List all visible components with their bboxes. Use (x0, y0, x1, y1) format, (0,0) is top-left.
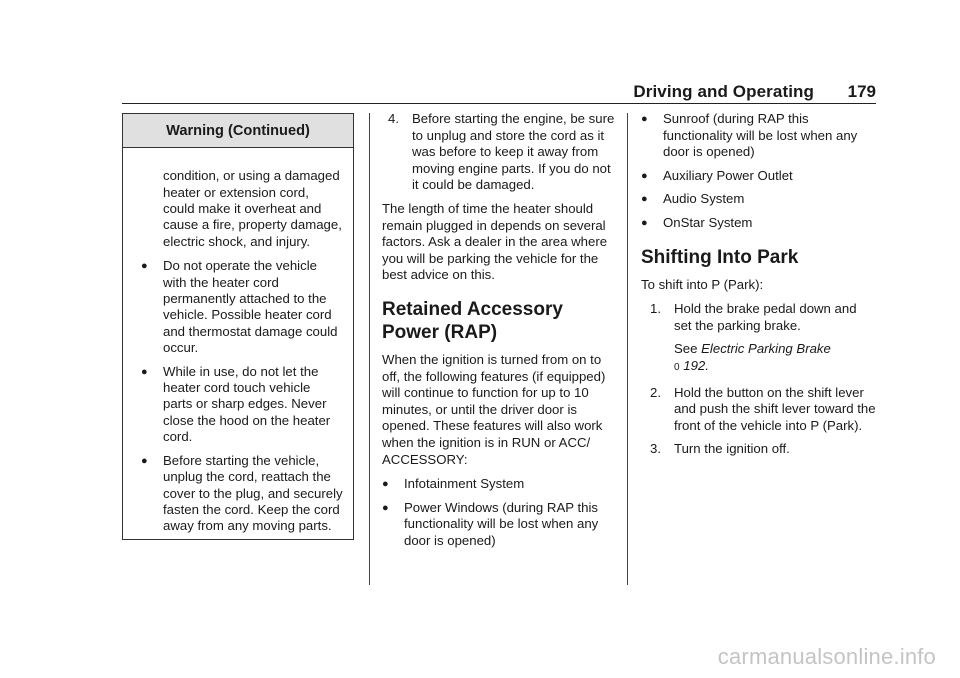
rap-feature-text: Auxiliary Power Outlet (663, 167, 793, 183)
park-intro: To shift into P (Park): (641, 276, 764, 292)
warning-box (122, 113, 354, 540)
rap-feature-text: OnStar System (663, 214, 753, 230)
rap-feature (641, 215, 877, 232)
column-middle (382, 111, 616, 556)
page-ref-icon: 0 (674, 361, 680, 373)
bullet-icon: ● (141, 365, 148, 378)
rap-feature (382, 476, 616, 493)
warning-title: Warning (Continued) (123, 114, 353, 148)
bullet-icon: ● (641, 113, 648, 125)
warning-bullet-text: While in use, do not let the heater cord touch vehicle parts or sharp edges. Never close the hood on the heater cord. (163, 363, 331, 445)
park-step-1 (641, 301, 877, 334)
rap-feature-text: Power Windows (during RAP this functionality will be lost when any door is opened) (404, 499, 599, 548)
step-text: Turn the ignition off. (674, 441, 790, 457)
rap-feature-text: Sunroof (during RAP this functionality will be lost when any door is opened) (663, 111, 858, 160)
warning-bullet-text: Do not operate the vehicle with the heater cord permanently attached to the vehicle. Possible heater cord and thermostat damage could occur. (163, 258, 338, 356)
step-number: 2. (650, 384, 661, 400)
rap-feature (641, 111, 877, 161)
step-number: 3. (650, 441, 661, 457)
warning-bullet (133, 258, 343, 356)
rap-feature (382, 500, 616, 550)
rap-heading-line2: Power (RAP) (382, 321, 498, 343)
warning-bullet (133, 364, 343, 446)
step-4 (382, 111, 616, 194)
warning-continued-text: condition, or using a damaged heater or extension cord, could make it overheat and cause a fire, property damage, electric shock, and injury. (163, 168, 342, 249)
see-page-number[interactable]: 192 (683, 357, 706, 373)
step-text: Hold the button on the shift lever and push the shift lever toward the front of the vehicle into P (Park). (674, 384, 876, 433)
section-title: Driving and Operating (633, 82, 814, 101)
bullet-icon: ● (382, 501, 389, 514)
step-number: 1. (650, 301, 661, 317)
bullet-icon: ● (382, 478, 389, 491)
rap-paragraph: When the ignition is turned from on to off, the following features (if equipped) will continue to function for up to 10 minutes, or until the driver door is opened. These features will also work when the ignition is in RUN or ACC/ ACCESSORY: (382, 351, 606, 467)
step-number: 4. (388, 111, 399, 126)
warning-bullet (133, 453, 343, 535)
rap-heading-line1: Retained Accessory (382, 298, 563, 320)
page-header (122, 82, 876, 104)
header-rule (122, 103, 876, 104)
bullet-icon: ● (641, 169, 648, 182)
watermark: carmanualsonline.info (717, 644, 936, 669)
bullet-icon: ● (641, 193, 648, 206)
park-heading: Shifting Into Park (641, 246, 799, 268)
warning-bullet-text: Before starting the vehicle, unplug the cord, reattach the cover to the plug, and securely fasten the cord. Keep the cord away from any moving parts. (163, 452, 343, 534)
park-step-3 (641, 441, 877, 458)
bullet-icon: ● (141, 260, 148, 273)
column-right (641, 111, 877, 465)
rap-feature (641, 191, 877, 208)
heater-paragraph: The length of time the heater should remain plugged in depends on several factors. Ask a dealer in the area where you will be parking the vehicle for the best advice on this. (382, 200, 608, 283)
step-text: Before starting the engine, be sure to unplug and store the cord as it was before to keep it away from moving engine parts. If you do not it could be damaged. (412, 111, 615, 193)
bullet-icon: ● (641, 216, 648, 229)
rap-feature-text: Audio System (663, 191, 745, 207)
rap-feature (641, 168, 877, 185)
see-label: See (674, 341, 698, 357)
see-reference: See Electric Parking Brake 0 192. (674, 341, 831, 373)
column-divider-left (369, 113, 370, 585)
column-divider-right (627, 113, 628, 585)
see-reference-link[interactable]: Electric Parking Brake (701, 341, 831, 357)
page-number: 179 (847, 82, 876, 101)
bullet-icon: ● (141, 454, 148, 467)
rap-feature-text: Infotainment System (404, 476, 525, 492)
step-text: Hold the brake pedal down and set the parking brake. (674, 301, 857, 333)
park-step-2 (641, 385, 877, 435)
warning-body (123, 148, 353, 535)
